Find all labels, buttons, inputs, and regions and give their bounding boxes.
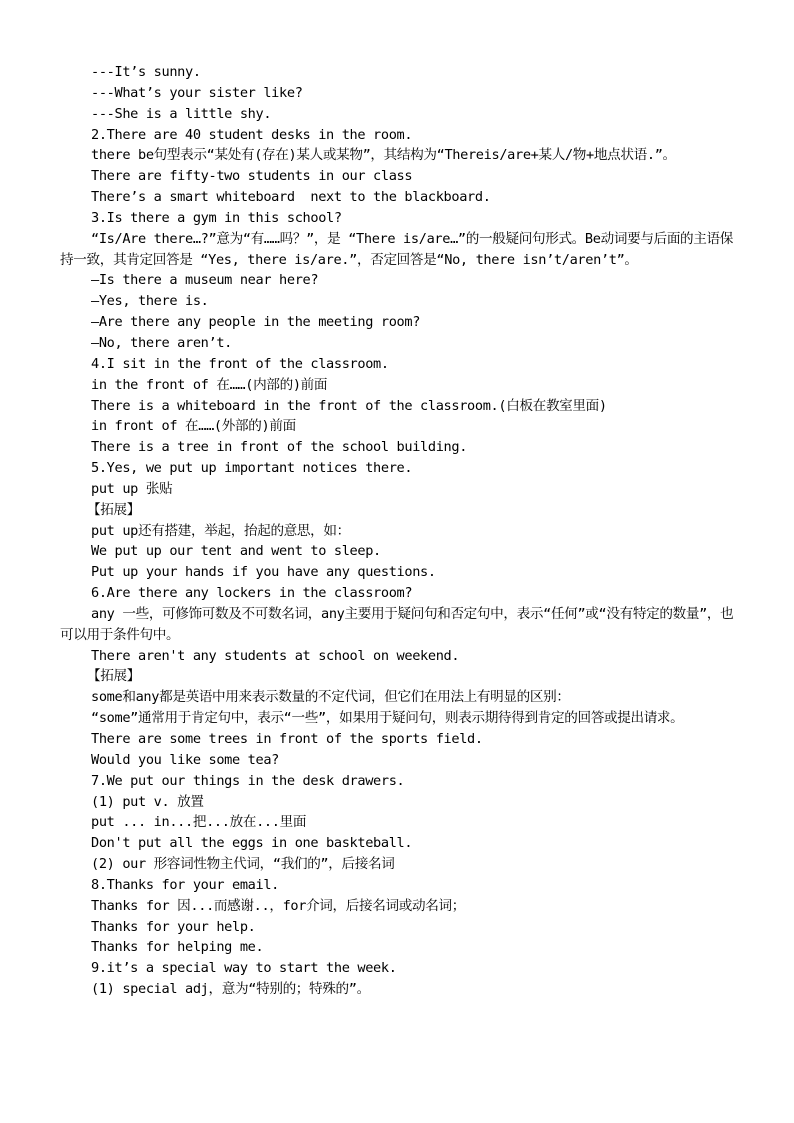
text-line: ---It’s sunny. <box>91 64 201 80</box>
text-line: —No, there aren’t. <box>91 334 233 351</box>
text-line: There are fifty-two students in our class <box>91 168 413 185</box>
text-line: put ... in...把...放在...里面 <box>91 814 307 831</box>
text-line: Don't put all the eggs in one baskteball. <box>91 835 413 852</box>
text-line: 7.We put our things in the desk drawers. <box>91 772 405 789</box>
text-line: in the front of 在……(内部的)前面 <box>91 376 328 393</box>
text-line: —Is there a museum near here? <box>91 272 319 289</box>
text-line: —Are there any people in the meeting room? <box>91 314 421 331</box>
text-line: —Yes, there is. <box>91 293 209 310</box>
text-line: Thanks for helping me. <box>91 939 264 956</box>
text-line: We put up our tent and went to sleep. <box>91 543 381 560</box>
text-line: There’s a smart whiteboard next to the blackboard. <box>91 189 491 206</box>
text-line: 4.I sit in the front of the classroom. <box>91 355 389 372</box>
text-line: “Is/Are there…?”意为“有……吗？”，是 “There is/are…”的一般疑问句形式。Be动词要与后面的主语保持一致，其肯定回答是 “Yes, there is/are.”，否定回答是“No, there isn’t/aren’t”。 <box>60 230 734 268</box>
text-line: There is a tree in front of the school building. <box>91 439 468 456</box>
text-line: 9.it’s a special way to start the week. <box>91 960 397 977</box>
text-line: Thanks for your help. <box>91 918 256 935</box>
section-heading: 【拓展】 <box>87 668 140 685</box>
text-line: some和any都是英语中用来表示数量的不定代词，但它们在用法上有明显的区别： <box>91 689 570 706</box>
section-heading: 【拓展】 <box>87 501 140 518</box>
text-line: put up还有搭建，举起，抬起的意思，如： <box>91 522 350 539</box>
text-line: (1) put v. 放置 <box>91 793 204 810</box>
text-line: 8.Thanks for your email. <box>91 876 280 893</box>
text-line: “some”通常用于肯定句中，表示“一些”，如果用于疑问句，则表示期待得到肯定的回答或提出请求。 <box>91 710 684 727</box>
text-line: There aren't any students at school on weekend. <box>91 647 460 664</box>
text-line: put up 张贴 <box>91 480 173 497</box>
text-line: Thanks for 因...而感谢..，for介词，后接名词或动名词； <box>91 897 465 914</box>
text-line: there be句型表示“某处有(存在)某人或某物”，其结构为“Thereis/are+某人/物+地点状语.”。 <box>91 147 676 164</box>
text-line: 2.There are 40 student desks in the room. <box>91 126 413 143</box>
text-line: There is a whiteboard in the front of the classroom.(白板在教室里面) <box>91 397 607 414</box>
text-line: Put up your hands if you have any questions. <box>91 564 436 581</box>
text-line: Would you like some tea? <box>91 751 280 768</box>
text-line: 6.Are there any lockers in the classroom? <box>91 585 413 602</box>
text-line: There are some trees in front of the sports field. <box>91 731 483 747</box>
text-line: 3.Is there a gym in this school? <box>91 209 342 226</box>
document-body <box>60 62 736 1000</box>
text-line: 5.Yes, we put up important notices there. <box>91 460 413 477</box>
text-line: ---What’s your sister like? <box>91 84 303 101</box>
text-line: (1) special adj，意为“特别的；特殊的”。 <box>91 981 370 998</box>
text-line: ---She is a little shy. <box>91 105 272 122</box>
text-line: any 一些，可修饰可数及不可数名词，any主要用于疑问句和否定句中，表示“任何”或“没有特定的数量”，也可以用于条件句中。 <box>60 605 734 643</box>
text-line: in front of 在……(外部的)前面 <box>91 418 296 435</box>
text-line: (2) our 形容词性物主代词，“我们的”，后接名词 <box>91 856 395 873</box>
